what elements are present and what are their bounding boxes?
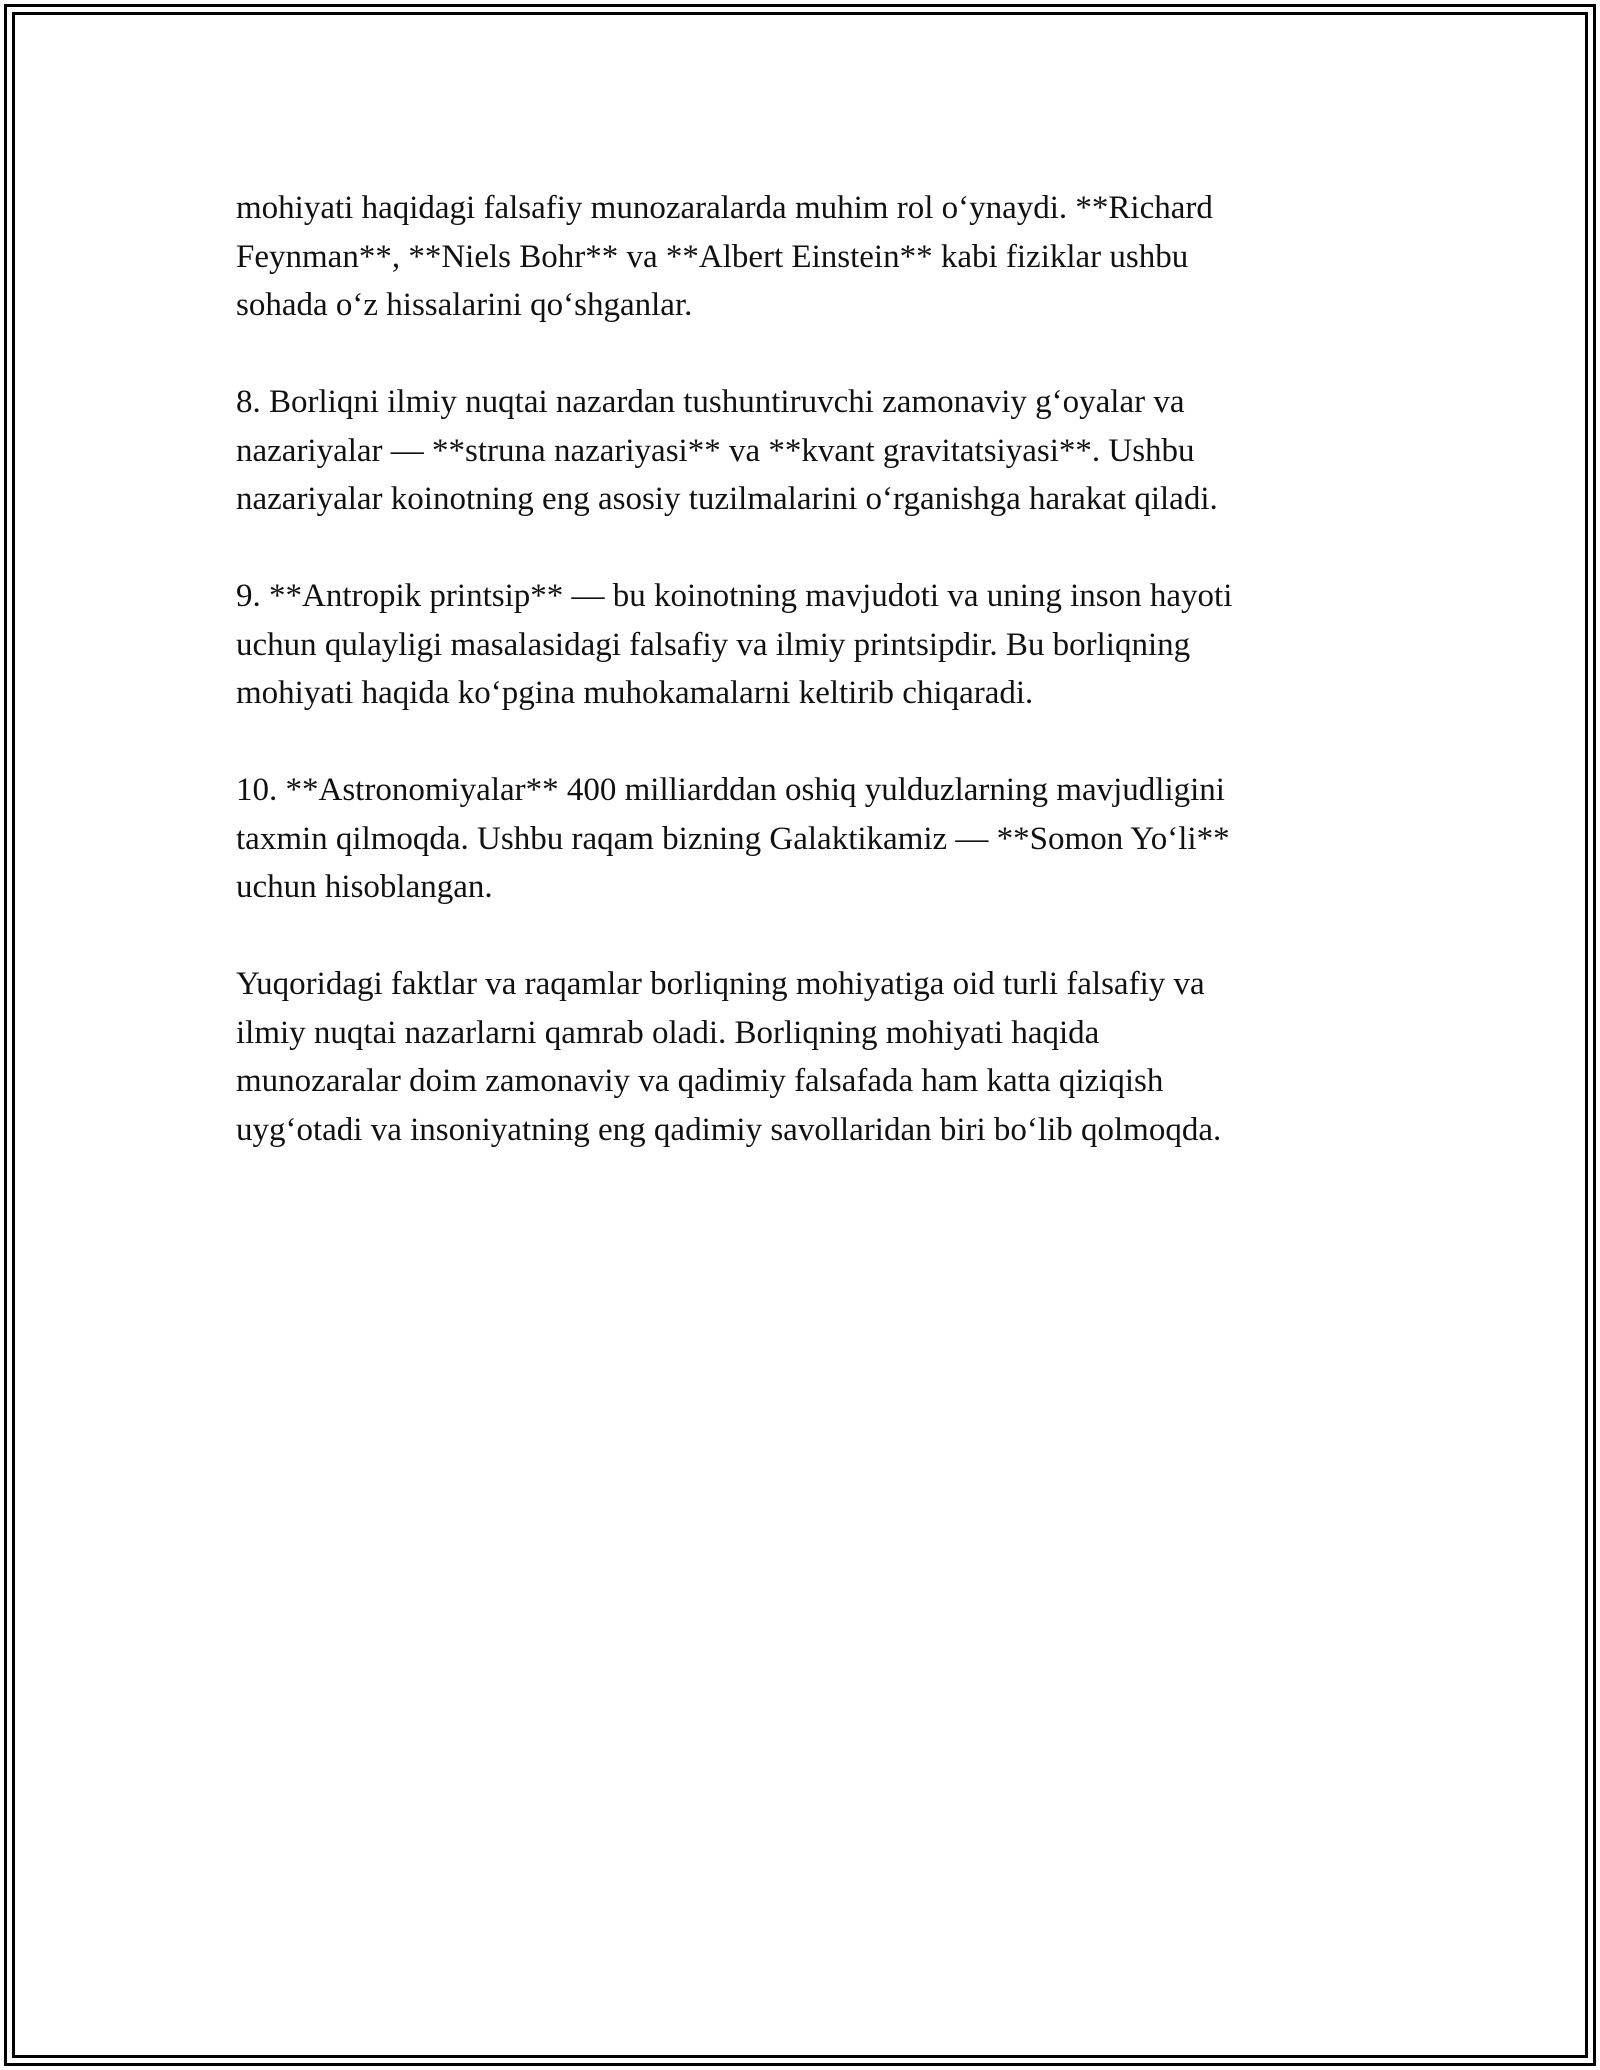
paragraph-conclusion: Yuqoridagi faktlar va raqamlar borliqning mohiyatiga oid turli falsafiy va ilmiy nuqtai nazarlarni qamrab oladi. Borliqning mohiyati haqida munozaralar doim zamonaviy va qadimiy falsafada ham katta qiziqish uyg‘otadi va insoniyatning eng qadimiy savollaridan biri bo‘lib qolmoqda. <box>236 966 1222 1148</box>
paragraph-physicists: mohiyati haqidagi falsafiy munozaralarda muhim rol o‘ynaydi. **Richard Feynman**, **Niels Bohr** va **Albert Einstein** kabi fiziklar ushbu sohada o‘z hissalarini qo‘shganlar. <box>236 190 1213 323</box>
paragraph-item-8: 8. Borliqni ilmiy nuqtai nazardan tushuntiruvchi zamonaviy g‘oyalar va nazariyalar — **struna nazariyasi** va **kvant gravitatsiyasi**. Ushbu nazariyalar koinotning eng asosiy tuzilmalarini o‘rganishga harakat qiladi. <box>236 384 1218 517</box>
paragraph-item-9: 9. **Antropik printsip** — bu koinotning mavjudoti va uning inson hayoti uchun qulayligi masalasidagi falsafiy va ilmiy printsipdir. Bu borliqning mohiyati haqida ko‘pgina muhokamalarni keltirib chiqaradi. <box>236 578 1233 711</box>
paragraph-item-10: 10. **Astronomiyalar** 400 milliarddan oshiq yulduzlarning mavjudligini taxmin qilmoqda. Ushbu raqam bizning Galaktikamiz — **Somon Yo‘li** uchun hisoblangan. <box>236 772 1230 905</box>
document-body <box>236 184 1366 1203</box>
